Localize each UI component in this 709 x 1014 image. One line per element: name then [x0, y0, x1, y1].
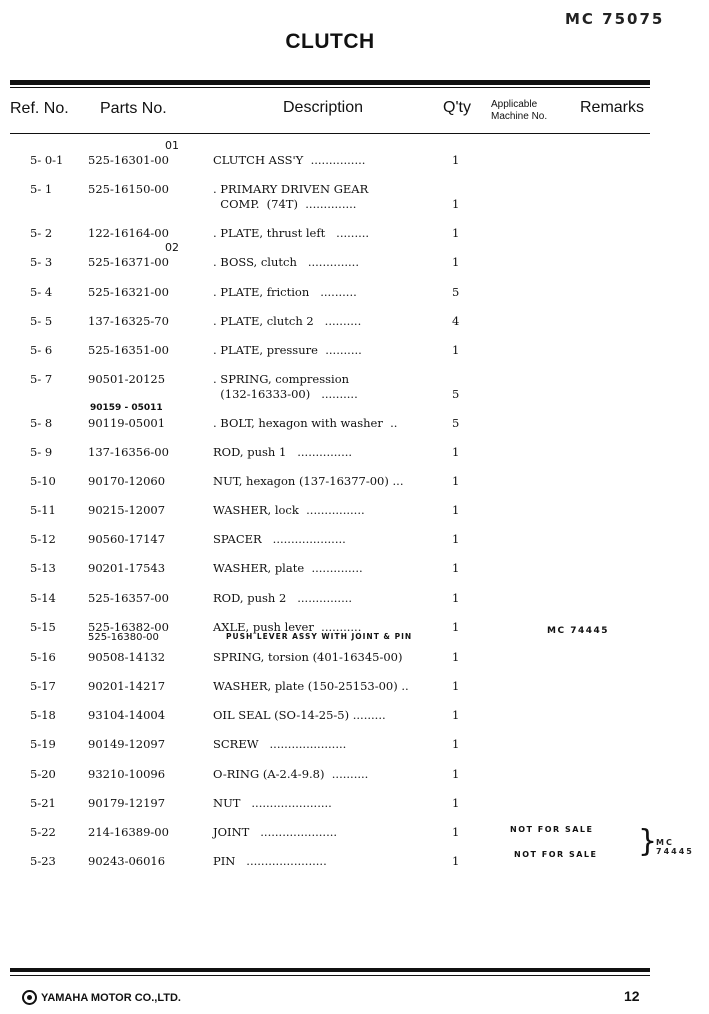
- ref-no-cell: 5-12: [30, 532, 56, 546]
- ref-no-cell: 5- 2: [30, 226, 53, 240]
- handwritten-code: MC 75075: [565, 10, 665, 28]
- description-cell: O-RING (A-2.4-9.8) ..........: [213, 767, 369, 781]
- ref-no-cell: 5- 6: [30, 343, 53, 357]
- qty-cell: 1: [452, 532, 460, 546]
- ref-no-cell: 5-14: [30, 591, 56, 605]
- part-no-cell: 525-16150-00: [88, 182, 169, 196]
- footer-thin-rule: [10, 975, 650, 976]
- header-applicable: [491, 99, 547, 123]
- ref-no-cell: 5- 0-1: [30, 153, 64, 167]
- header-remarks: Remarks: [580, 99, 645, 116]
- ref-no-cell: 5- 5: [30, 314, 53, 328]
- ref-no-cell: 5-16: [30, 650, 56, 664]
- description-cell: NUT ......................: [213, 796, 332, 810]
- ref-no-cell: 5- 9: [30, 445, 53, 459]
- remark-cell: MC 74445: [547, 626, 610, 636]
- description-cell: CLUTCH ASS'Y ...............: [213, 153, 366, 167]
- header-qty: Q'ty: [443, 99, 471, 116]
- ref-no-cell: 5-22: [30, 825, 56, 839]
- handwritten-note: PUSH LEVER ASSY WITH JOINT & PIN: [226, 632, 413, 641]
- handwritten-annotation: 01: [165, 139, 179, 152]
- part-no-cell: 90179-12197: [88, 796, 166, 810]
- part-no-cell: 90215-12007: [88, 503, 166, 517]
- description-cell: ROD, push 1 ...............: [213, 445, 353, 459]
- description-cell: . BOSS, clutch ..............: [213, 255, 359, 269]
- description-cell: . BOLT, hexagon with washer ..: [213, 416, 398, 430]
- header-applicable-line2: Machine No.: [491, 111, 548, 122]
- ref-no-cell: 5-21: [30, 796, 56, 810]
- qty-cell: 1: [452, 854, 460, 868]
- part-no-cell: 214-16389-00: [88, 825, 169, 839]
- part-no-cell: 90560-17147: [88, 532, 166, 546]
- ref-no-cell: 5-11: [30, 503, 56, 517]
- header-top-thin-rule: [10, 87, 650, 88]
- part-no-cell: 525-16301-00: [88, 153, 169, 167]
- ref-no-cell: 5- 3: [30, 255, 53, 269]
- qty-cell: 4: [452, 314, 460, 328]
- qty-cell: 1: [452, 503, 460, 517]
- part-no-cell: 90119-05001: [88, 416, 166, 430]
- header-ref-no: Ref. No.: [10, 100, 69, 117]
- qty-cell: 1: [452, 255, 460, 269]
- part-no-cell: 90149-12097: [88, 737, 166, 751]
- qty-cell: 1: [452, 226, 460, 240]
- qty-cell: 1: [452, 197, 460, 211]
- part-no-cell: 90201-14217: [88, 679, 166, 693]
- handwritten-annotation: 90159 - 05011: [90, 403, 163, 413]
- qty-cell: 5: [452, 416, 460, 430]
- part-no-cell: 525-16357-00: [88, 591, 169, 605]
- ref-no-cell: 5-15: [30, 620, 56, 634]
- part-no-cell: 525-16321-00: [88, 285, 169, 299]
- qty-cell: 5: [452, 285, 460, 299]
- description-cell: WASHER, plate ..............: [213, 561, 363, 575]
- description-cell-line2: (132-16333-00) ..........: [213, 387, 358, 401]
- description-cell: . PLATE, clutch 2 ..........: [213, 314, 362, 328]
- company-name: YAMAHA MOTOR CO.,LTD.: [41, 991, 181, 1004]
- handwritten-annotation: 02: [165, 241, 179, 254]
- part-no-cell: 137-16325-70: [88, 314, 169, 328]
- qty-cell: 1: [452, 708, 460, 722]
- page-number: 12: [624, 988, 640, 1004]
- part-no-cell: 93104-14004: [88, 708, 166, 722]
- description-cell-line2: COMP. (74T) ..............: [213, 197, 357, 211]
- page-title: CLUTCH: [285, 30, 375, 53]
- remark-cell: NOT FOR SALE: [514, 850, 598, 859]
- qty-cell: 1: [452, 620, 460, 634]
- ref-no-cell: 5- 7: [30, 372, 53, 386]
- qty-cell: 1: [452, 767, 460, 781]
- description-cell: . SPRING, compression: [213, 372, 350, 386]
- description-cell: . PLATE, pressure ..........: [213, 343, 362, 357]
- ref-no-cell: 5-13: [30, 561, 56, 575]
- qty-cell: 1: [452, 591, 460, 605]
- header-parts-no: Parts No.: [100, 100, 167, 117]
- part-no-cell: 525-16382-00: [88, 620, 169, 634]
- description-cell: NUT, hexagon (137-16377-00) ...: [213, 474, 404, 488]
- description-cell: SPRING, torsion (401-16345-00): [213, 650, 403, 664]
- ref-no-cell: 5- 4: [30, 285, 53, 299]
- ref-no-cell: 5- 1: [30, 182, 53, 196]
- description-cell: SCREW .....................: [213, 737, 347, 751]
- description-cell: . PRIMARY DRIVEN GEAR: [213, 182, 369, 196]
- qty-cell: 1: [452, 825, 460, 839]
- description-cell: . PLATE, thrust left .........: [213, 226, 370, 240]
- qty-cell: 1: [452, 343, 460, 357]
- ref-no-cell: 5-23: [30, 854, 56, 868]
- remark-cell: NOT FOR SALE: [510, 825, 594, 834]
- ref-no-cell: 5-17: [30, 679, 56, 693]
- header-bottom-rule: [10, 133, 650, 134]
- qty-cell: 1: [452, 474, 460, 488]
- qty-cell: 1: [452, 153, 460, 167]
- header-description: Description: [283, 99, 364, 116]
- description-cell: WASHER, plate (150-25153-00) ..: [213, 679, 409, 693]
- qty-cell: 1: [452, 445, 460, 459]
- description-cell: OIL SEAL (SO-14-25-5) .........: [213, 708, 386, 722]
- description-cell: SPACER ....................: [213, 532, 346, 546]
- ref-no-cell: 5-18: [30, 708, 56, 722]
- header-applicable-line1: Applicable: [491, 99, 538, 110]
- part-no-cell: 90170-12060: [88, 474, 166, 488]
- qty-cell: 1: [452, 737, 460, 751]
- qty-cell: 5: [452, 387, 460, 401]
- part-no-cell: 122-16164-00: [88, 226, 169, 240]
- ref-no-cell: 5- 8: [30, 416, 53, 430]
- part-no-cell: 93210-10096: [88, 767, 166, 781]
- description-cell: . PLATE, friction ..........: [213, 285, 357, 299]
- description-cell: JOINT .....................: [213, 825, 338, 839]
- qty-cell: 1: [452, 650, 460, 664]
- ref-no-cell: 5-10: [30, 474, 56, 488]
- part-no-cell: 90508-14132: [88, 650, 166, 664]
- footer-company: [22, 990, 181, 1005]
- yamaha-logo-icon: [22, 990, 37, 1005]
- right-brace: }: [638, 824, 658, 859]
- description-cell: PIN ......................: [213, 854, 327, 868]
- part-no-cell: 90501-20125: [88, 372, 166, 386]
- description-cell: ROD, push 2 ...............: [213, 591, 353, 605]
- ref-no-cell: 5-19: [30, 737, 56, 751]
- part-no-cell: 525-16371-00: [88, 255, 169, 269]
- part-no-cell: 90201-17543: [88, 561, 166, 575]
- bracket-remark: MC 74445: [656, 838, 694, 856]
- qty-cell: 1: [452, 796, 460, 810]
- ref-no-cell: 5-20: [30, 767, 56, 781]
- part-no-cell: 137-16356-00: [88, 445, 169, 459]
- description-cell: AXLE, push lever ...........: [213, 620, 362, 634]
- part-no-cell: 525-16351-00: [88, 343, 169, 357]
- description-cell: WASHER, lock ................: [213, 503, 365, 517]
- header-top-rule: [10, 80, 650, 85]
- part-no-cell: 90243-06016: [88, 854, 166, 868]
- footer-rule: [10, 968, 650, 972]
- qty-cell: 1: [452, 561, 460, 575]
- qty-cell: 1: [452, 679, 460, 693]
- handwritten-annotation: 525-16380-00: [88, 632, 159, 643]
